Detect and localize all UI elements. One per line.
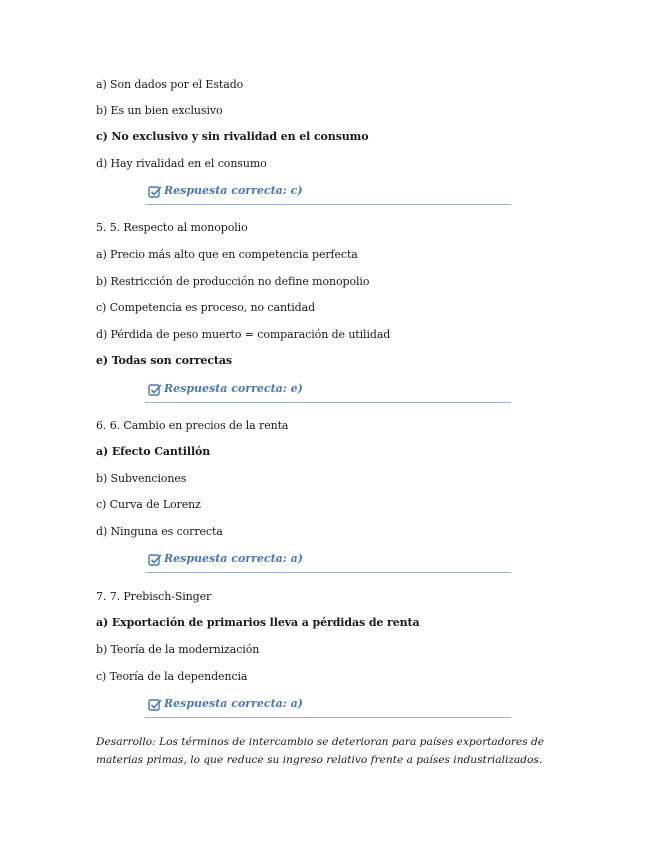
q7-title: 7. 7. Prebisch-Singer <box>96 590 212 603</box>
q6-option-b: b) Subvenciones <box>96 472 187 485</box>
q6-answer-text: Respuesta correcta: a) <box>164 552 304 565</box>
development-paragraph: Desarrollo: Los términos de intercambio se deterioran para países exportadores de materias primas, lo que reduce su ingreso relativo frente a países industrializados. <box>96 736 545 766</box>
check-box-icon <box>148 383 162 397</box>
q4-option-d: d) Hay rivalidad en el consumo <box>96 157 267 170</box>
q6-title: 6. 6. Cambio en precios de la renta <box>96 419 289 432</box>
q7-option-a: a) Exportación de primarios lleva a pérdidas de renta <box>96 616 420 629</box>
q6-answer <box>145 550 511 573</box>
q5-option-d: d) Pérdida de peso muerto = comparación de utilidad <box>96 328 391 341</box>
q7-option-c: c) Teoría de la dependencia <box>96 670 248 683</box>
q5-option-b: b) Restricción de producción no define monopolio <box>96 275 370 288</box>
q5-option-a: a) Precio más alto que en competencia perfecta <box>96 248 358 261</box>
check-box-icon <box>148 553 162 567</box>
q6-option-c: c) Curva de Lorenz <box>96 498 201 511</box>
q5-title: 5. 5. Respecto al monopolio <box>96 221 248 234</box>
q5-option-c: c) Competencia es proceso, no cantidad <box>96 301 316 314</box>
q4-option-c: c) No exclusivo y sin rivalidad en el consumo <box>96 130 369 143</box>
q7-answer-text: Respuesta correcta: a) <box>164 697 304 710</box>
q5-answer-text: Respuesta correcta: e) <box>164 382 303 395</box>
q5-answer <box>145 380 511 403</box>
q4-answer <box>145 182 511 205</box>
q6-option-d: d) Ninguna es correcta <box>96 525 223 538</box>
q5-option-e: e) Todas son correctas <box>96 354 233 367</box>
q7-option-b: b) Teoría de la modernización <box>96 643 260 656</box>
q4-answer-text: Respuesta correcta: c) <box>164 184 303 197</box>
q7-answer <box>145 695 511 718</box>
q4-option-a: a) Son dados por el Estado <box>96 78 244 91</box>
check-box-icon <box>148 698 162 712</box>
check-box-icon <box>148 185 162 199</box>
q4-option-b: b) Es un bien exclusivo <box>96 104 223 117</box>
q6-option-a: a) Efecto Cantillón <box>96 445 211 458</box>
